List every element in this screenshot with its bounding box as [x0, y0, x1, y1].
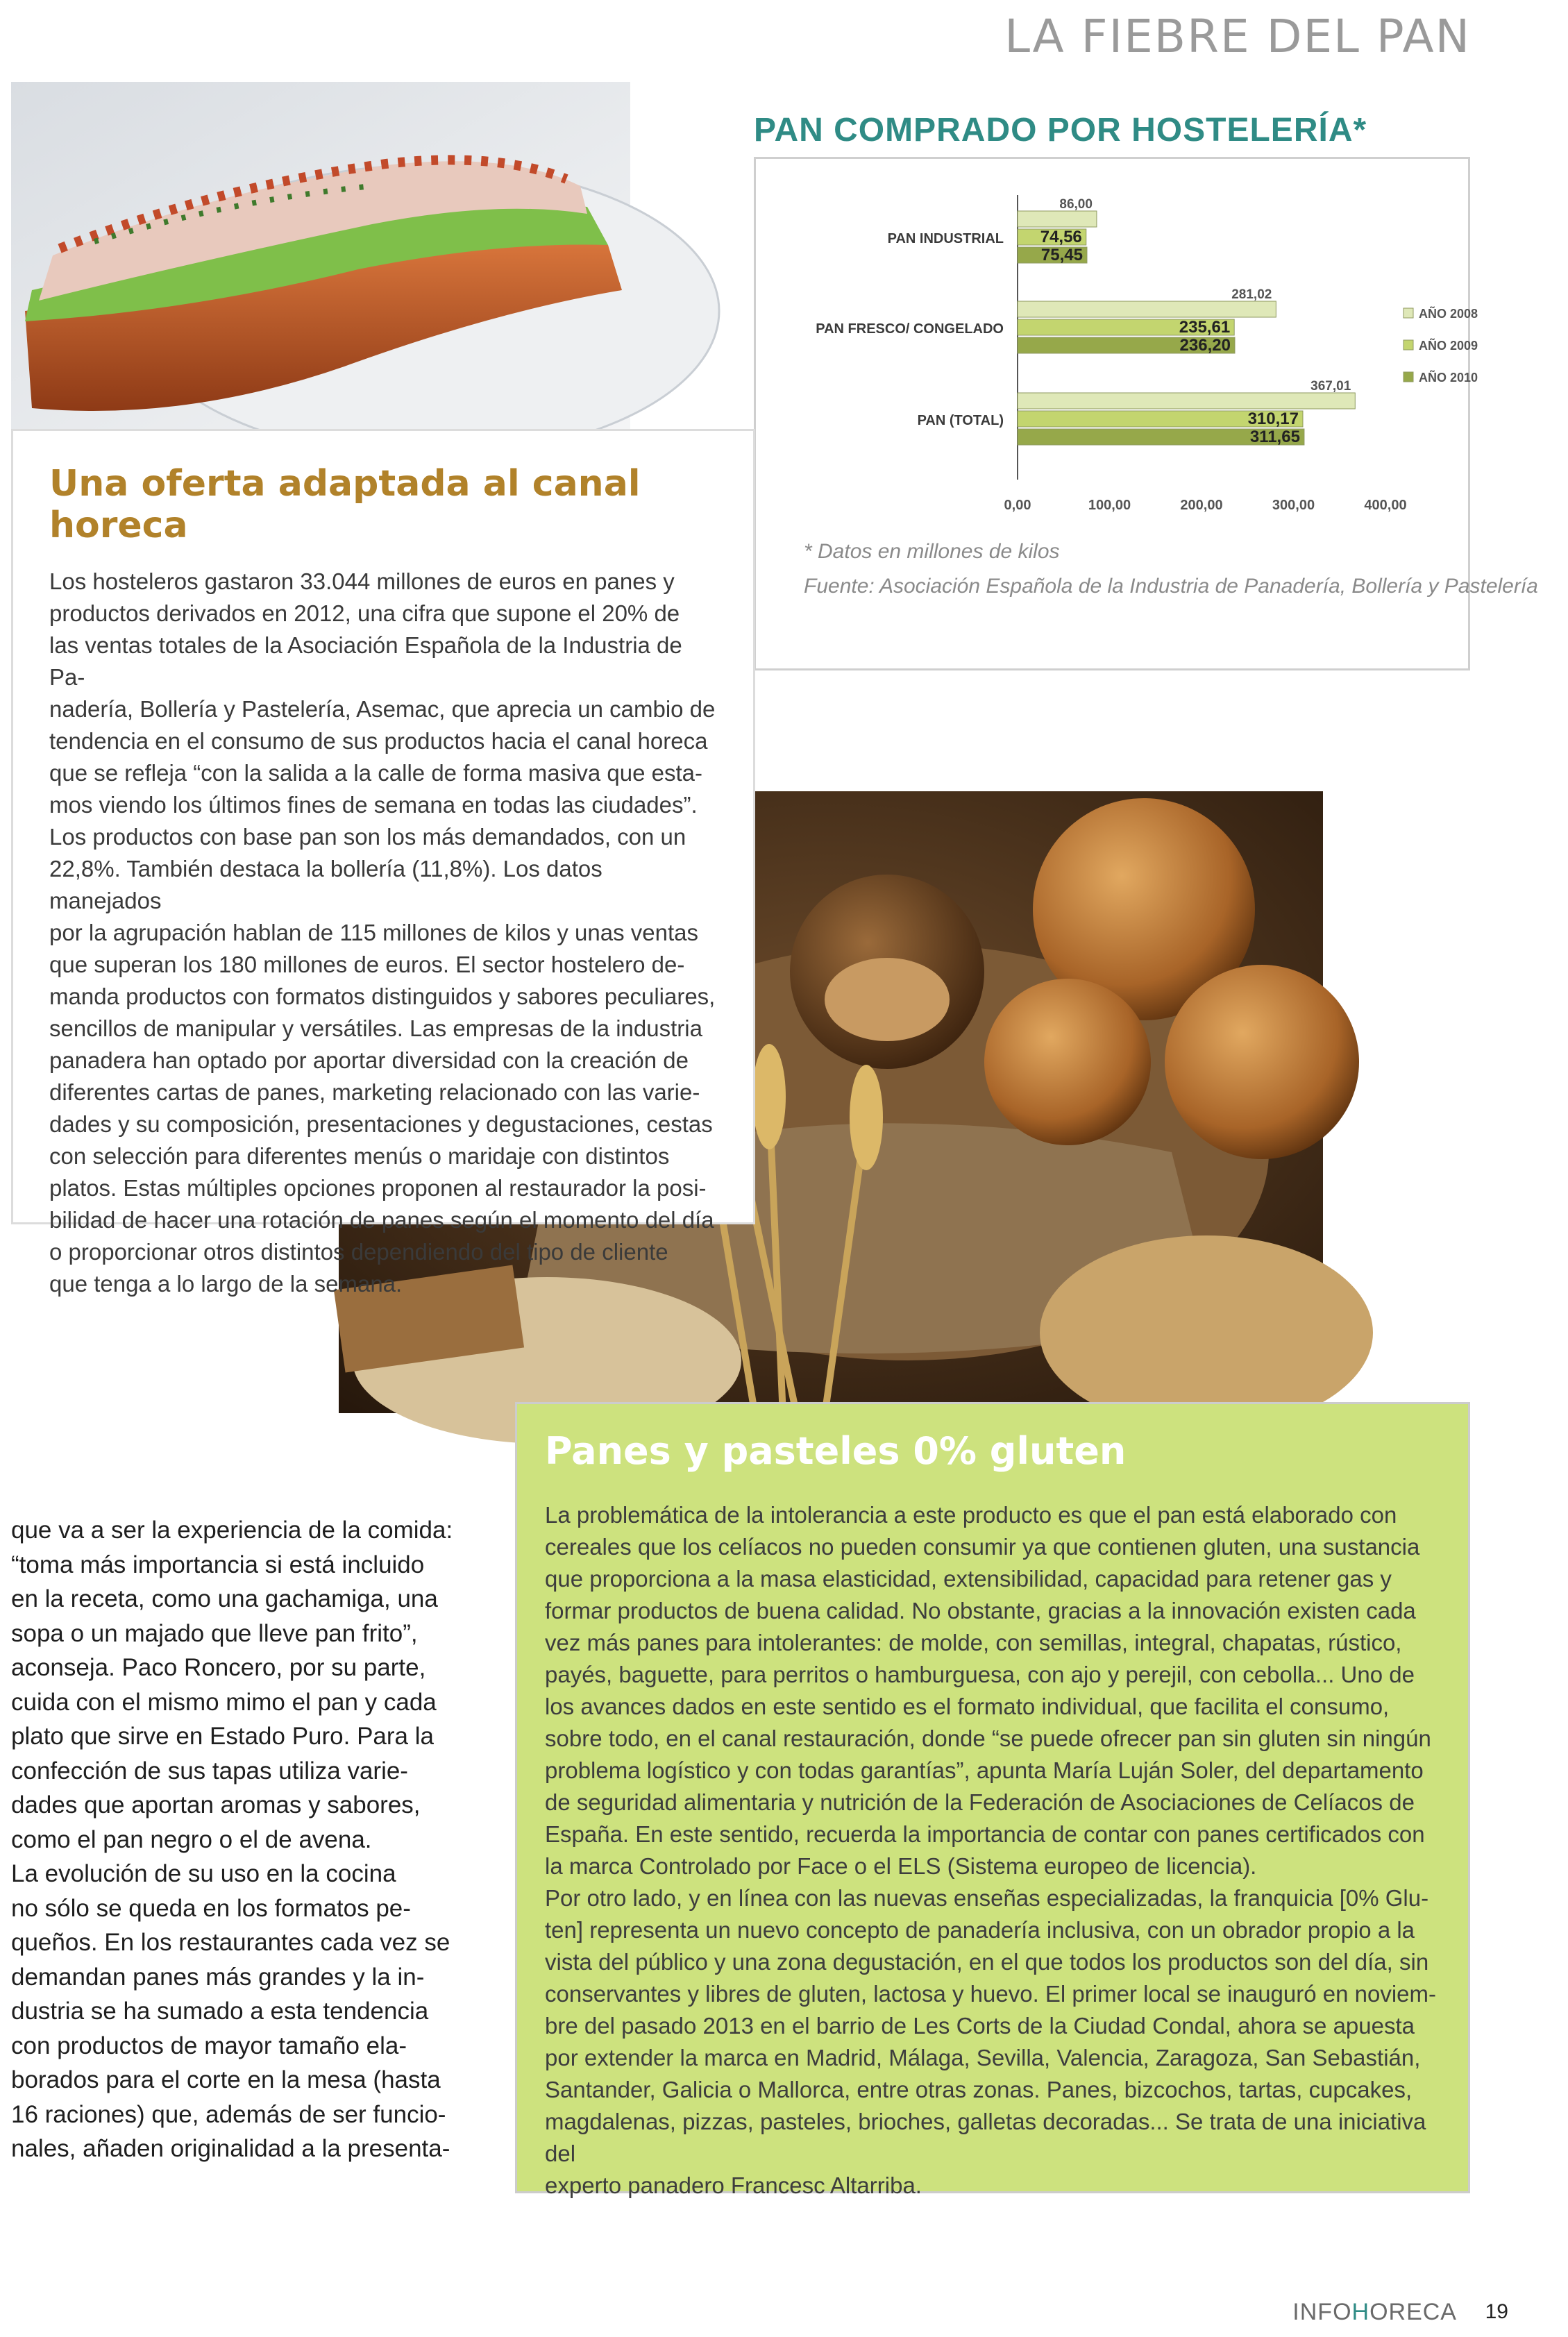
bar — [1018, 393, 1355, 409]
data-label: 311,65 — [1249, 428, 1300, 446]
chart-note: * Datos en millones de kilos — [804, 540, 1060, 563]
legend-label: AÑO 2009 — [1419, 339, 1478, 353]
horeca-section-title: Una oferta adaptada al canal horeca — [49, 463, 641, 546]
category-label: PAN (TOTAL) — [917, 413, 1004, 428]
gluten-section — [515, 1402, 1470, 2198]
horeca-section-body: Los hosteleros gastaron 33.044 millones de euros en panes y productos derivados en 2012, una cifra que supone el 20% de las ventas totales de la Asociación Española de la Industria de Pa- nadería, Bollería y Pastelería, Asemac, que aprecia un cambio de tendencia en el consumo de sus productos hacia el canal horeca que se refleja “con la salida a la calle de forma masiva que esta- mos viendo los últimos fines de semana en todas las ciudades”. Los productos con base pan son los más demandados, con un 22,8%. También destaca la bollería (11,8%). Los datos manejados por la agrupación hablan de 115 millones de kilos y unas ventas que superan los 180 millones de euros. El sector hostelero de- manda productos con formatos distinguidos y sabores peculiares, sencillos de manipular y versátiles. Las empresas de la industria panadera han optado por aportar diversidad con la creación de diferentes cartas de panes, marketing relacionado con las varie- dades y su composición, presentaciones y degustaciones, cestas con selección para diferentes menús o maridaje con distintos platos. Estas múltiples opciones proponen al restaurador la posi- bilidad de hacer una rotación de panes según el momento del día o proporcionar otros distintos dependiendo del tipo de cliente que tenga a lo largo de la semana. — [49, 568, 716, 1297]
footer-brand-part: ORECA — [1369, 2299, 1457, 2325]
legend-swatch — [1403, 340, 1413, 350]
category-label: PAN INDUSTRIAL — [887, 231, 1004, 246]
footer-brand-part: INFO — [1292, 2299, 1352, 2325]
gluten-section-body: La problemática de la intolerancia a este producto es que el pan está elaborado con cereales que los celíacos no pueden consumir ya que contienen gluten, una sustancia que proporciona a la masa elasticidad, extensibilidad, capacidad para retener gas y formar productos de buena calidad. No obstante, gracias a la innovación existen cada vez más panes para intolerantes: de molde, con semillas, integral, chapatas, rústico, payés, baguette, para perritos o hamburguesa, con ajo y perejil, con cebolla... Uno de los avances dados en este sentido es el formato individual, que facilita el consumo, sobre todo, en el canal restauración, donde “se puede ofrecer pan sin gluten sin ningún problema logístico y con todas garantías”, apunta María Luján Soler, del departamento de seguridad alimentaria y nutrición de la Federación de Asociaciones de Celíacos de España. En este sentido, recuerda la importancia de contar con panes certificados con la marca Controlado por Face o el ELS (Sistema europeo de licencia). Por otro lado, y en línea con las nuevas enseñas especializadas, la franquicia [0% Glu- ten] representa un nuevo concepto de panadería inclusiva, con un obrador propio a la vista del público y una zona degustación, en el que todos los productos son del día, sin conservantes y libres de gluten, lactosa y huevo. El primer local se inauguró en noviem- bre del pasado 2013 en el barrio de Les Corts de la Ciudad Condal, ahora se apuesta por extender la marca en Madrid, Málaga, Sevilla, Valencia, Zaragoza, San Sebastián, Santander, Galicia o Mallorca, entre otras zonas. Panes, bizcochos, tartas, cupcakes, magdalenas, pizzas, pasteles, brioches, galletas decoradas... Se trata de una iniciativa del experto panadero Francesc Altarriba. — [545, 1502, 1437, 2198]
data-label: 310,17 — [1247, 410, 1299, 428]
x-tick-label: 400,00 — [1364, 498, 1407, 513]
footer-brand-part: H — [1351, 2299, 1370, 2325]
legend-label: AÑO 2010 — [1419, 371, 1478, 385]
sandwich-photo — [11, 82, 630, 429]
data-label: 367,01 — [1310, 379, 1351, 394]
data-label: 75,45 — [1040, 246, 1083, 264]
data-label: 236,20 — [1179, 336, 1231, 355]
legend-swatch — [1403, 308, 1413, 318]
data-label: 281,02 — [1231, 287, 1272, 302]
legend-swatch — [1403, 372, 1413, 382]
data-label: 74,56 — [1040, 228, 1082, 246]
footer-brand — [1292, 2299, 1457, 2326]
category-label: PAN FRESCO/ CONGELADO — [816, 321, 1004, 337]
legend-label: AÑO 2008 — [1419, 307, 1478, 321]
page-number: 19 — [1485, 2300, 1508, 2323]
x-tick-label: 0,00 — [1004, 498, 1031, 513]
running-head: LA FIEBRE DEL PAN — [1004, 10, 1471, 63]
x-tick-label: 300,00 — [1272, 498, 1315, 513]
x-tick-label: 100,00 — [1088, 498, 1131, 513]
article-column-text: que va a ser la experiencia de la comida: “toma más importancia si está incluido en la receta, como una gachamiga, una sopa o un majado que lleve pan frito”, aconseja. Paco Roncero, por su parte, cuida con el mismo mimo el pan y cada plato que sirve en Estado Puro. Para la confección de sus tapas utiliza varie- dades que aportan aromas y sabores, como el pan negro o el de avena. La evolución de su uso en la cocina no sólo se queda en los formatos pe- queños. En los restaurantes cada vez se demandan panes más grandes y la in- dustria se ha sumado a esta tendencia con productos de mayor tamaño ela- borados para el corte en la mesa (hasta 16 raciones) que, además de ser funcio- nales, añaden originalidad a la presenta- — [11, 1517, 453, 2162]
bar — [1018, 301, 1276, 317]
chart-source: Fuente: Asociación Española de la Industria de Panadería, Bollería y Pastelería — [804, 575, 1538, 598]
chart-title: PAN COMPRADO POR HOSTELERÍA* — [754, 112, 1367, 149]
x-tick-label: 200,00 — [1180, 498, 1223, 513]
bar — [1018, 211, 1097, 227]
gluten-section-title: Panes y pasteles 0% gluten — [545, 1429, 1127, 1473]
data-label: 86,00 — [1059, 197, 1093, 212]
data-label: 235,61 — [1179, 318, 1231, 337]
horeca-section — [11, 429, 755, 1297]
